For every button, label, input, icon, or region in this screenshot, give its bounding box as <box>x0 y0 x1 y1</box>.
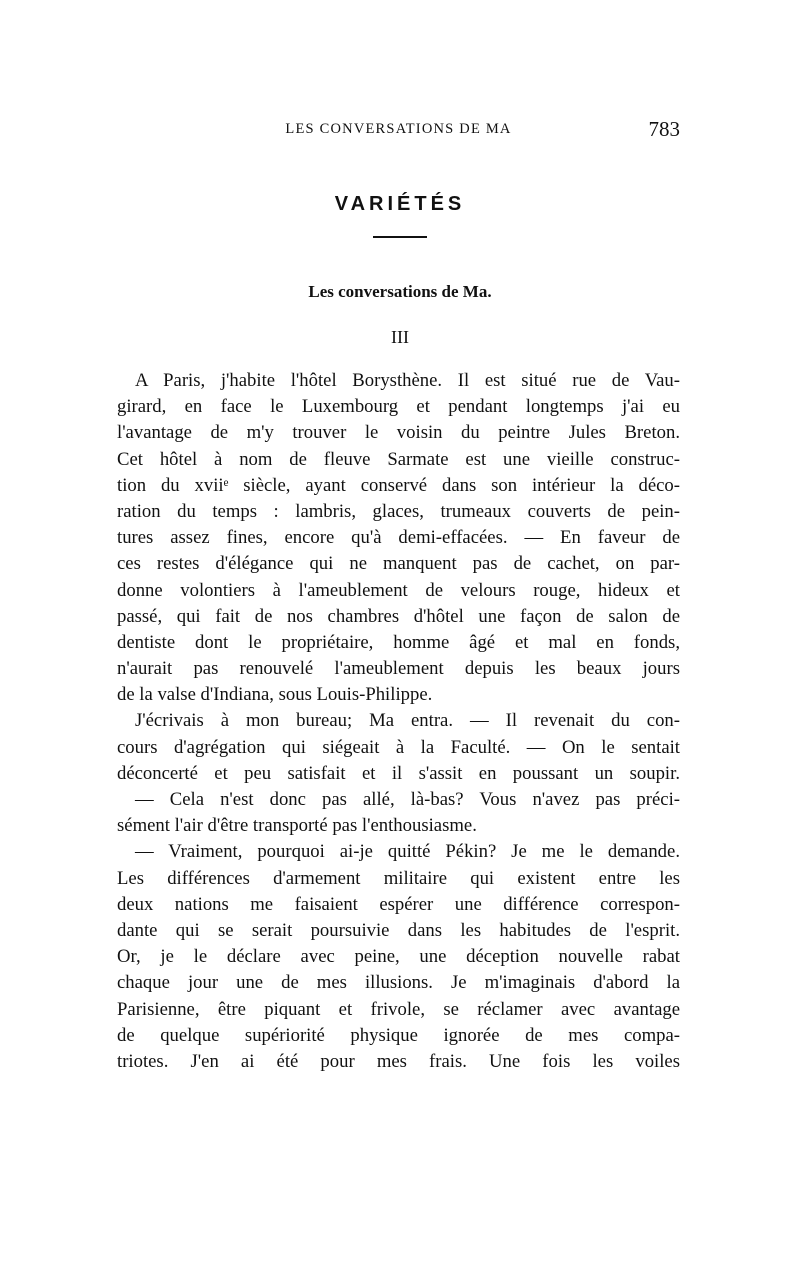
text-line: tion du xviiᵉ siècle, ayant conservé dans son intérieur la déco- <box>117 474 680 496</box>
text-line: chaque jour une de mes illusions. Je m'imaginais d'abord la <box>117 972 680 994</box>
text-line: Cet hôtel à nom de fleuve Sarmate est une vieille construc- <box>117 448 680 470</box>
text-line: passé, qui fait de nos chambres d'hôtel une façon de salon de <box>117 605 680 627</box>
body-text <box>117 368 680 1075</box>
text-line: ration du temps : lambris, glaces, trumeaux couverts de pein- <box>117 500 680 522</box>
text-line: Or, je le déclare avec peine, une déception nouvelle rabat <box>117 946 680 968</box>
text-line: donne volontiers à l'ameublement de velours rouge, hideux et <box>117 579 680 601</box>
part-number: III <box>391 327 409 347</box>
text-line: dante qui se serait poursuivie dans les habitudes de l'esprit. <box>117 919 680 941</box>
text-line: Parisienne, être piquant et frivole, se réclamer avec avantage <box>117 998 680 1020</box>
text-line: girard, en face le Luxembourg et pendant longtemps j'ai eu <box>117 396 680 418</box>
text-line: sément l'air d'être transporté pas l'enthousiasme. <box>117 815 477 837</box>
text-line: l'avantage de m'y trouver le voisin du peintre Jules Breton. <box>117 422 680 444</box>
text-line: tures assez fines, encore qu'à demi-effacées. — En faveur de <box>117 527 680 549</box>
text-line: deux nations me faisaient espérer une différence correspon- <box>117 893 680 915</box>
running-title: LES CONVERSATIONS DE MA <box>285 121 512 137</box>
title-rule <box>373 236 427 238</box>
text-line: — Cela n'est donc pas allé, là-bas? Vous n'avez pas préci- <box>135 789 680 810</box>
running-head <box>117 117 680 141</box>
text-line: triotes. J'en ai été pour mes frais. Une fois les voiles <box>117 1050 680 1072</box>
text-line: de la valse d'Indiana, sous Louis-Philippe. <box>117 684 433 706</box>
text-line: J'écrivais à mon bureau; Ma entra. — Il revenait du con- <box>135 710 680 732</box>
text-line: cours d'agrégation qui siégeait à la Faculté. — On le sentait <box>117 736 680 758</box>
section-title: VARIÉTÉS <box>334 193 466 215</box>
text-line: déconcerté et peu satisfait et il s'assit en poussant un soupir. <box>117 762 680 784</box>
text-line: de quelque supériorité physique ignorée de mes compa- <box>117 1024 680 1046</box>
article-title: Les conversations de Ma. <box>308 282 492 301</box>
text-line: Les différences d'armement militaire qui existent entre les <box>117 867 680 889</box>
text-line: n'aurait pas renouvelé l'ameublement depuis les beaux jours <box>117 658 680 680</box>
text-line: ces restes d'élégance qui ne manquent pas de cachet, on par- <box>117 553 680 575</box>
page-number: 783 <box>648 117 680 141</box>
text-line: A Paris, j'habite l'hôtel Borysthène. Il est situé rue de Vau- <box>135 370 680 391</box>
text-line: dentiste dont le propriétaire, homme âgé et mal en fonds, <box>117 631 680 653</box>
text-line: — Vraiment, pourquoi ai-je quitté Pékin? Je me le demande. <box>135 841 680 863</box>
